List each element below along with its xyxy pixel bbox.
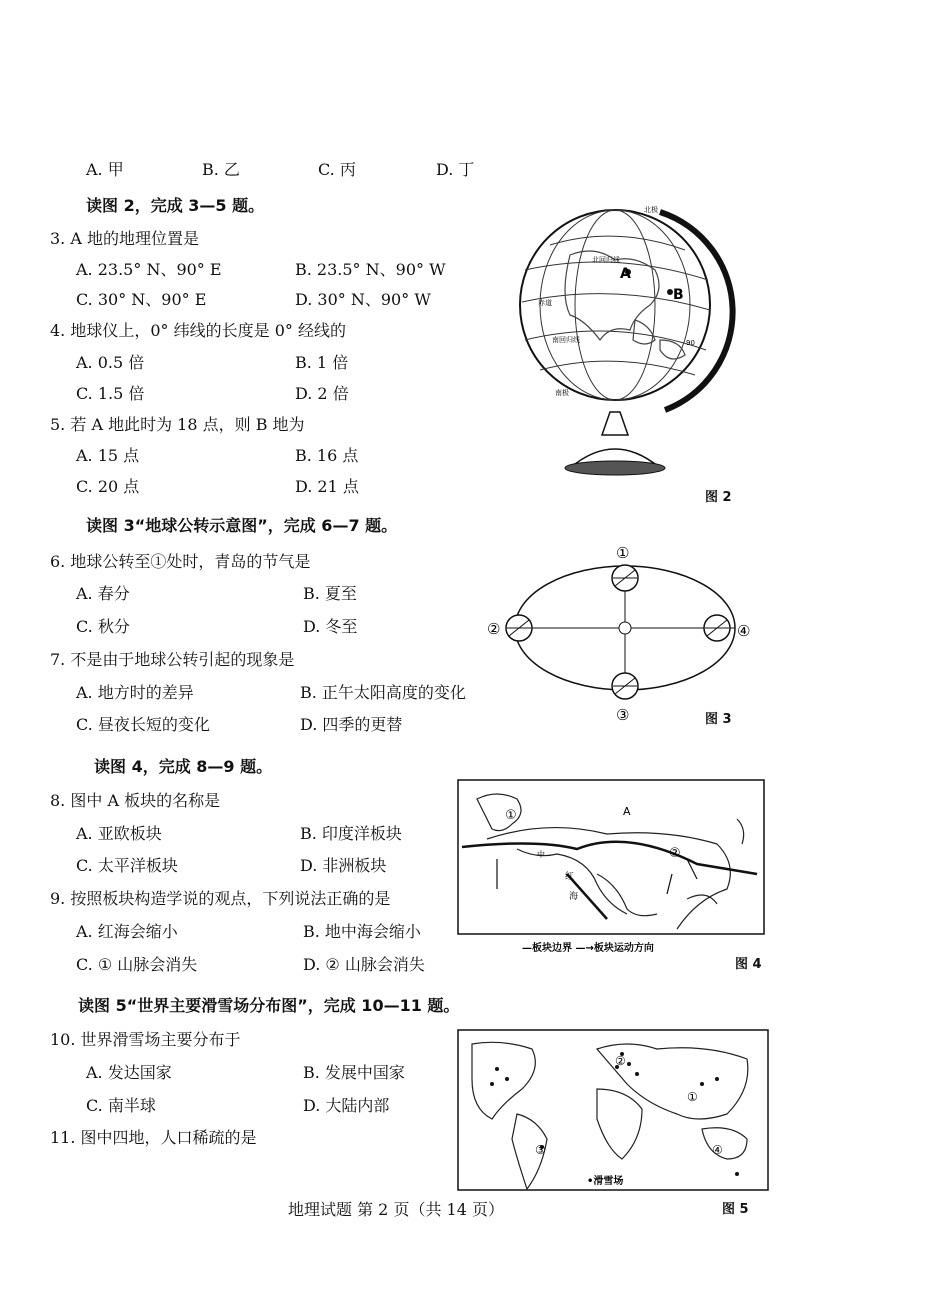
q4-option-b: B. 1 倍 (295, 353, 349, 372)
q8-stem: 8. 图中 A 板块的名称是 (50, 791, 221, 810)
ski-label-1: ① (687, 1090, 698, 1104)
q10-stem: 10. 世界滑雪场主要分布于 (50, 1030, 241, 1049)
globe-label-longitude: 90 (686, 339, 695, 347)
section-heading-fig3: 读图 3“地球公转示意图”，完成 6—7 题。 (86, 516, 398, 535)
q5-option-a: A. 15 点 (76, 446, 140, 465)
map-frame (458, 1030, 768, 1190)
orbit-label-3: ③ (616, 706, 630, 724)
q3-option-d: D. 30° N、90° W (295, 290, 431, 309)
figure-4-plate-map (457, 779, 767, 959)
map-frame (458, 780, 764, 934)
q6-stem: 6. 地球公转至①处时，青岛的节气是 (50, 552, 311, 571)
ski-label-4: ④ (712, 1143, 723, 1157)
sea-label-3: 海 (569, 892, 579, 902)
q5-option-c: C. 20 点 (76, 477, 140, 496)
section-heading-fig4: 读图 4，完成 8—9 题。 (94, 757, 273, 776)
q6-option-d: D. 冬至 (303, 617, 358, 636)
q9-option-a: A. 红海会缩小 (76, 922, 178, 941)
q5-option-d: D. 21 点 (295, 477, 359, 496)
figure-5-ski-map (457, 1029, 769, 1193)
q5-option-b: B. 16 点 (295, 446, 359, 465)
q10-option-b: B. 发展中国家 (303, 1063, 405, 1082)
q6-option-c: C. 秋分 (76, 617, 130, 636)
q10-option-d: D. 大陆内部 (303, 1096, 390, 1115)
q2-option-a: A. 甲 (86, 160, 124, 179)
q9-option-d: D. ② 山脉会消失 (303, 955, 425, 974)
figure-4-caption: 图 4 (735, 957, 762, 972)
q9-option-b: B. 地中海会缩小 (303, 922, 421, 941)
q10-option-c: C. 南半球 (86, 1096, 156, 1115)
q4-option-c: C. 1.5 倍 (76, 384, 145, 403)
q2-option-c: C. 丙 (318, 160, 356, 179)
q7-option-a: A. 地方时的差异 (76, 683, 194, 702)
plate-label-a: A (623, 805, 631, 818)
q2-option-d: D. 丁 (436, 160, 475, 179)
sea-label-1: 中 (537, 850, 545, 859)
figure-2-caption: 图 2 (705, 490, 732, 505)
q7-option-b: B. 正午太阳高度的变化 (300, 683, 466, 702)
section-heading-fig2: 读图 2，完成 3—5 题。 (86, 196, 265, 215)
sun-icon (619, 622, 631, 634)
q8-option-c: C. 太平洋板块 (76, 856, 178, 875)
globe-label-b: B (673, 287, 684, 303)
mountain-label-2: ② (669, 846, 681, 861)
q10-option-a: A. 发达国家 (86, 1063, 172, 1082)
map-legend: —板块边界 —→板块运动方向 (522, 943, 654, 954)
figure-3-caption: 图 3 (705, 712, 732, 727)
q7-option-c: C. 昼夜长短的变化 (76, 715, 210, 734)
orbit-label-1: ① (616, 544, 630, 562)
globe-label-a: A (620, 266, 631, 282)
q5-stem: 5. 若 A 地此时为 18 点，则 B 地为 (50, 415, 305, 434)
q7-option-d: D. 四季的更替 (300, 715, 403, 734)
q7-stem: 7. 不是由于地球公转引起的现象是 (50, 650, 295, 669)
globe-label-south-pole: 南极 (555, 389, 569, 397)
figure-5-caption: 图 5 (722, 1202, 749, 1217)
q9-option-c: C. ① 山脉会消失 (76, 955, 198, 974)
q2-option-b: B. 乙 (202, 160, 240, 179)
q4-option-d: D. 2 倍 (295, 384, 349, 403)
sea-label-2: 红 (565, 872, 575, 882)
q8-option-a: A. 亚欧板块 (76, 824, 162, 843)
map-legend: •滑雪场 (587, 1176, 624, 1187)
orbit-label-2: ② (487, 620, 501, 638)
globe-label-north-pole: 北极 (644, 206, 658, 214)
globe-stand-neck (602, 412, 628, 435)
q3-option-b: B. 23.5° N、90° W (295, 260, 446, 279)
section-heading-fig5: 读图 5“世界主要滑雪场分布图”，完成 10—11 题。 (78, 996, 460, 1015)
q4-stem: 4. 地球仪上，0° 纬线的长度是 0° 经线的 (50, 321, 346, 340)
figure-2-globe (510, 200, 740, 490)
ski-label-2: ② (615, 1054, 626, 1068)
globe-label-tropic-s: 南回归线 (552, 336, 580, 344)
q3-stem: 3. A 地的地理位置是 (50, 229, 199, 248)
q8-option-d: D. 非洲板块 (300, 856, 387, 875)
orbit-label-4: ④ (737, 622, 751, 640)
globe-label-equator: 赤道 (538, 299, 552, 307)
ski-label-3: ③ (535, 1143, 546, 1157)
q11-stem: 11. 图中四地，人口稀疏的是 (50, 1128, 257, 1147)
q9-stem: 9. 按照板块构造学说的观点，下列说法正确的是 (50, 889, 391, 908)
mountain-label-1: ① (505, 808, 517, 823)
page-footer: 地理试题 第 2 页（共 14 页） (288, 1200, 504, 1219)
q6-option-b: B. 夏至 (303, 584, 357, 603)
figure-3-orbit (485, 540, 760, 725)
q8-option-b: B. 印度洋板块 (300, 824, 402, 843)
q3-option-a: A. 23.5° N、90° E (76, 260, 222, 279)
globe-stand-base (565, 461, 665, 475)
q4-option-a: A. 0.5 倍 (76, 353, 145, 372)
q6-option-a: A. 春分 (76, 584, 130, 603)
globe-label-tropic-n: 北回归线 (592, 256, 620, 264)
q3-option-c: C. 30° N、90° E (76, 290, 207, 309)
